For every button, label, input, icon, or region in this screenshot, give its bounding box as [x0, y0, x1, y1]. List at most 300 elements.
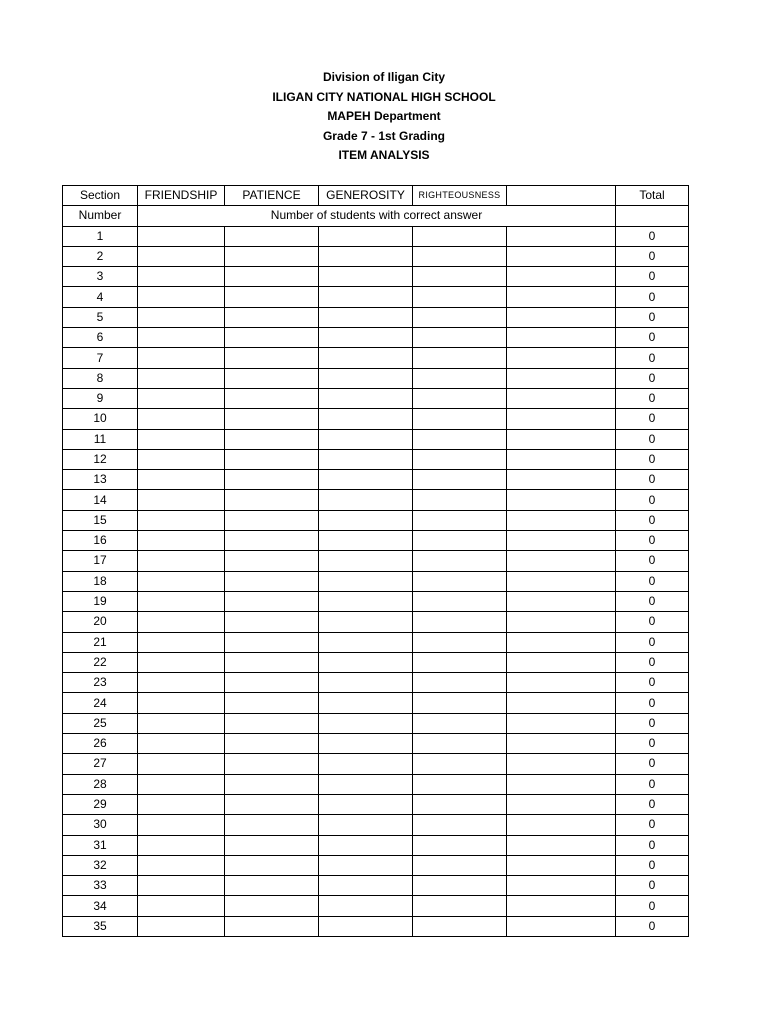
answer-count-cell[interactable] [413, 267, 507, 287]
answer-count-cell[interactable] [507, 754, 616, 774]
answer-count-cell[interactable] [413, 835, 507, 855]
table-row [63, 226, 689, 246]
column-header-friendship: FRIENDSHIP [138, 186, 225, 206]
answer-count-cell[interactable] [507, 673, 616, 693]
answer-count-cell[interactable] [225, 591, 319, 611]
answer-count-cell[interactable] [138, 632, 225, 652]
section-number-cell: 8 [63, 368, 138, 388]
answer-count-cell[interactable] [138, 429, 225, 449]
section-number-cell: 28 [63, 774, 138, 794]
answer-count-cell[interactable] [225, 876, 319, 896]
table-row [63, 835, 689, 855]
row-total-cell: 0 [616, 429, 689, 449]
answer-count-cell[interactable] [225, 815, 319, 835]
answer-count-cell[interactable] [319, 510, 413, 530]
section-number-cell: 32 [63, 855, 138, 875]
section-number-cell: 22 [63, 652, 138, 672]
answer-count-cell[interactable] [138, 591, 225, 611]
answer-count-cell[interactable] [138, 612, 225, 632]
column-header-generosity: GENEROSITY [319, 186, 413, 206]
answer-count-cell[interactable] [319, 896, 413, 916]
answer-count-cell[interactable] [507, 368, 616, 388]
answer-count-cell[interactable] [413, 551, 507, 571]
answer-count-cell[interactable] [319, 409, 413, 429]
answer-count-cell[interactable] [138, 652, 225, 672]
table-row [63, 571, 689, 591]
table-row [63, 652, 689, 672]
answer-count-cell[interactable] [319, 693, 413, 713]
section-number-cell: 2 [63, 246, 138, 266]
answer-count-cell[interactable] [138, 409, 225, 429]
table-row [63, 734, 689, 754]
answer-count-cell[interactable] [413, 470, 507, 490]
answer-count-cell[interactable] [319, 754, 413, 774]
answer-count-cell[interactable] [319, 632, 413, 652]
answer-count-cell[interactable] [319, 916, 413, 936]
answer-count-cell[interactable] [413, 307, 507, 327]
answer-count-cell[interactable] [413, 429, 507, 449]
table-row [63, 713, 689, 733]
answer-count-cell[interactable] [319, 612, 413, 632]
answer-count-cell[interactable] [507, 652, 616, 672]
section-number-cell: 15 [63, 510, 138, 530]
table-row [63, 470, 689, 490]
section-number-cell: 33 [63, 876, 138, 896]
answer-count-cell[interactable] [507, 267, 616, 287]
row-total-cell: 0 [616, 754, 689, 774]
answer-count-cell[interactable] [225, 267, 319, 287]
answer-count-cell[interactable] [138, 754, 225, 774]
row-total-cell: 0 [616, 571, 689, 591]
answer-count-cell[interactable] [138, 226, 225, 246]
answer-count-cell[interactable] [507, 531, 616, 551]
answer-count-cell[interactable] [225, 388, 319, 408]
section-number-cell: 24 [63, 693, 138, 713]
answer-count-cell[interactable] [507, 612, 616, 632]
table-row [63, 612, 689, 632]
section-number-cell: 3 [63, 267, 138, 287]
answer-count-cell[interactable] [225, 246, 319, 266]
table-row [63, 916, 689, 936]
answer-count-cell[interactable] [413, 896, 507, 916]
answer-count-cell[interactable] [507, 490, 616, 510]
row-total-cell: 0 [616, 388, 689, 408]
item-analysis-table [62, 185, 689, 937]
section-number-cell: 26 [63, 734, 138, 754]
section-number-cell: 10 [63, 409, 138, 429]
answer-count-cell[interactable] [138, 368, 225, 388]
answer-count-cell[interactable] [138, 916, 225, 936]
row-total-cell: 0 [616, 815, 689, 835]
answer-count-cell[interactable] [138, 307, 225, 327]
column-header-row [63, 186, 689, 206]
answer-count-cell[interactable] [413, 632, 507, 652]
answer-count-cell[interactable] [225, 896, 319, 916]
table-row [63, 307, 689, 327]
section-number-cell: 30 [63, 815, 138, 835]
answer-count-cell[interactable] [507, 734, 616, 754]
answer-count-cell[interactable] [319, 531, 413, 551]
division-title: Division of Iligan City [322, 70, 445, 84]
row-total-cell: 0 [616, 531, 689, 551]
document-header [0, 68, 768, 166]
answer-count-cell[interactable] [138, 449, 225, 469]
section-number-cell: 25 [63, 713, 138, 733]
answer-count-cell[interactable] [225, 754, 319, 774]
answer-count-cell[interactable] [413, 328, 507, 348]
answer-count-cell[interactable] [413, 876, 507, 896]
answer-count-cell[interactable] [413, 673, 507, 693]
answer-count-cell[interactable] [413, 774, 507, 794]
table-row [63, 429, 689, 449]
section-number-cell: 7 [63, 348, 138, 368]
grade-period: Grade 7 - 1st Grading [322, 128, 446, 143]
table-row [63, 267, 689, 287]
answer-count-cell[interactable] [225, 287, 319, 307]
row-total-cell: 0 [616, 246, 689, 266]
answer-count-cell[interactable] [507, 246, 616, 266]
section-number-cell: 27 [63, 754, 138, 774]
answer-count-cell[interactable] [138, 551, 225, 571]
subheader-total-blank [616, 206, 689, 226]
column-header-total: Total [616, 186, 689, 206]
answer-count-cell[interactable] [225, 449, 319, 469]
answer-count-cell[interactable] [225, 713, 319, 733]
answer-count-cell[interactable] [413, 794, 507, 814]
row-total-cell: 0 [616, 449, 689, 469]
answer-count-cell[interactable] [507, 693, 616, 713]
section-number-cell: 5 [63, 307, 138, 327]
answer-count-cell[interactable] [413, 855, 507, 875]
row-total-cell: 0 [616, 612, 689, 632]
answer-count-cell[interactable] [319, 328, 413, 348]
answer-count-cell[interactable] [138, 693, 225, 713]
answer-count-cell[interactable] [507, 815, 616, 835]
row-total-cell: 0 [616, 490, 689, 510]
answer-count-cell[interactable] [225, 307, 319, 327]
answer-count-cell[interactable] [413, 449, 507, 469]
answer-count-cell[interactable] [225, 673, 319, 693]
section-number-cell: 20 [63, 612, 138, 632]
answer-count-cell[interactable] [507, 388, 616, 408]
table-row [63, 409, 689, 429]
answer-count-cell[interactable] [319, 571, 413, 591]
answer-count-cell[interactable] [413, 388, 507, 408]
answer-count-cell[interactable] [507, 794, 616, 814]
subheader-correct-answers: Number of students with correct answer [138, 206, 616, 226]
answer-count-cell[interactable] [225, 348, 319, 368]
answer-count-cell[interactable] [507, 774, 616, 794]
answer-count-cell[interactable] [225, 328, 319, 348]
row-total-cell: 0 [616, 307, 689, 327]
answer-count-cell[interactable] [319, 551, 413, 571]
section-number-cell: 21 [63, 632, 138, 652]
section-number-cell: 11 [63, 429, 138, 449]
row-total-cell: 0 [616, 368, 689, 388]
answer-count-cell[interactable] [225, 490, 319, 510]
answer-count-cell[interactable] [319, 368, 413, 388]
row-total-cell: 0 [616, 287, 689, 307]
answer-count-cell[interactable] [413, 409, 507, 429]
row-total-cell: 0 [616, 713, 689, 733]
section-number-cell: 4 [63, 287, 138, 307]
row-total-cell: 0 [616, 876, 689, 896]
answer-count-cell[interactable] [138, 328, 225, 348]
row-total-cell: 0 [616, 551, 689, 571]
answer-count-cell[interactable] [413, 815, 507, 835]
table-row [63, 794, 689, 814]
row-total-cell: 0 [616, 652, 689, 672]
table-row [63, 531, 689, 551]
answer-count-cell[interactable] [319, 652, 413, 672]
row-total-cell: 0 [616, 328, 689, 348]
answer-count-cell[interactable] [507, 226, 616, 246]
answer-count-cell[interactable] [319, 835, 413, 855]
table-row [63, 693, 689, 713]
answer-count-cell[interactable] [225, 855, 319, 875]
answer-count-cell[interactable] [225, 916, 319, 936]
row-total-cell: 0 [616, 774, 689, 794]
table-row [63, 449, 689, 469]
row-total-cell: 0 [616, 794, 689, 814]
answer-count-cell[interactable] [225, 571, 319, 591]
table-body [63, 226, 689, 936]
section-number-cell: 12 [63, 449, 138, 469]
answer-count-cell[interactable] [225, 531, 319, 551]
answer-count-cell[interactable] [138, 267, 225, 287]
table-row [63, 328, 689, 348]
answer-count-cell[interactable] [138, 470, 225, 490]
answer-count-cell[interactable] [507, 876, 616, 896]
answer-count-cell[interactable] [319, 449, 413, 469]
row-total-cell: 0 [616, 409, 689, 429]
answer-count-cell[interactable] [507, 916, 616, 936]
column-header-blank [507, 186, 616, 206]
school-name: ILIGAN CITY NATIONAL HIGH SCHOOL [272, 89, 496, 104]
section-number-cell: 1 [63, 226, 138, 246]
answer-count-cell[interactable] [413, 571, 507, 591]
answer-count-cell[interactable] [413, 612, 507, 632]
row-total-cell: 0 [616, 470, 689, 490]
answer-count-cell[interactable] [138, 774, 225, 794]
answer-count-cell[interactable] [138, 287, 225, 307]
answer-count-cell[interactable] [138, 876, 225, 896]
answer-count-cell[interactable] [319, 855, 413, 875]
table-row [63, 348, 689, 368]
row-total-cell: 0 [616, 348, 689, 368]
answer-count-cell[interactable] [507, 713, 616, 733]
answer-count-cell[interactable] [225, 612, 319, 632]
section-number-cell: 16 [63, 531, 138, 551]
section-number-cell: 34 [63, 896, 138, 916]
answer-count-cell[interactable] [225, 368, 319, 388]
answer-count-cell[interactable] [319, 774, 413, 794]
answer-count-cell[interactable] [138, 510, 225, 530]
answer-count-cell[interactable] [138, 673, 225, 693]
answer-count-cell[interactable] [507, 470, 616, 490]
table-row [63, 815, 689, 835]
answer-count-cell[interactable] [319, 815, 413, 835]
table-row [63, 754, 689, 774]
table-row [63, 287, 689, 307]
answer-count-cell[interactable] [138, 348, 225, 368]
answer-count-cell[interactable] [225, 632, 319, 652]
answer-count-cell[interactable] [138, 835, 225, 855]
answer-count-cell[interactable] [138, 713, 225, 733]
answer-count-cell[interactable] [413, 368, 507, 388]
answer-count-cell[interactable] [138, 896, 225, 916]
answer-count-cell[interactable] [138, 571, 225, 591]
answer-count-cell[interactable] [225, 226, 319, 246]
section-number-cell: 9 [63, 388, 138, 408]
row-total-cell: 0 [616, 510, 689, 530]
answer-count-cell[interactable] [138, 388, 225, 408]
section-number-cell: 35 [63, 916, 138, 936]
answer-count-cell[interactable] [413, 348, 507, 368]
answer-count-cell[interactable] [507, 571, 616, 591]
answer-count-cell[interactable] [507, 449, 616, 469]
answer-count-cell[interactable] [319, 307, 413, 327]
answer-count-cell[interactable] [138, 815, 225, 835]
answer-count-cell[interactable] [138, 734, 225, 754]
column-header-patience: PATIENCE [225, 186, 319, 206]
table-row [63, 774, 689, 794]
department-name: MAPEH Department [327, 109, 441, 123]
answer-count-cell[interactable] [225, 652, 319, 672]
answer-count-cell[interactable] [507, 287, 616, 307]
answer-count-cell[interactable] [319, 734, 413, 754]
answer-count-cell[interactable] [507, 328, 616, 348]
column-header-section: Section [63, 186, 138, 206]
table-row [63, 876, 689, 896]
answer-count-cell[interactable] [507, 632, 616, 652]
answer-count-cell[interactable] [507, 551, 616, 571]
answer-count-cell[interactable] [413, 246, 507, 266]
answer-count-cell[interactable] [413, 693, 507, 713]
table-row [63, 551, 689, 571]
answer-count-cell[interactable] [225, 551, 319, 571]
section-number-cell: 29 [63, 794, 138, 814]
answer-count-cell[interactable] [507, 896, 616, 916]
section-number-cell: 6 [63, 328, 138, 348]
table-row [63, 388, 689, 408]
row-total-cell: 0 [616, 673, 689, 693]
answer-count-cell[interactable] [413, 287, 507, 307]
row-total-cell: 0 [616, 226, 689, 246]
document-title: ITEM ANALYSIS [338, 148, 430, 162]
row-total-cell: 0 [616, 916, 689, 936]
answer-count-cell[interactable] [413, 713, 507, 733]
subheader-number: Number [63, 206, 138, 226]
answer-count-cell[interactable] [225, 429, 319, 449]
answer-count-cell[interactable] [413, 226, 507, 246]
table-row [63, 896, 689, 916]
table-row [63, 591, 689, 611]
table-row [63, 855, 689, 875]
answer-count-cell[interactable] [319, 470, 413, 490]
answer-count-cell[interactable] [319, 876, 413, 896]
table-row [63, 673, 689, 693]
table-row [63, 510, 689, 530]
column-header-righteousness: RIGHTEOUSNESS [413, 186, 507, 206]
answer-count-cell[interactable] [319, 226, 413, 246]
answer-count-cell[interactable] [138, 246, 225, 266]
row-total-cell: 0 [616, 896, 689, 916]
answer-count-cell[interactable] [507, 591, 616, 611]
answer-count-cell[interactable] [319, 794, 413, 814]
section-number-cell: 13 [63, 470, 138, 490]
section-number-cell: 18 [63, 571, 138, 591]
answer-count-cell[interactable] [507, 307, 616, 327]
answer-count-cell[interactable] [225, 774, 319, 794]
answer-count-cell[interactable] [138, 794, 225, 814]
answer-count-cell[interactable] [225, 794, 319, 814]
answer-count-cell[interactable] [319, 429, 413, 449]
row-total-cell: 0 [616, 267, 689, 287]
section-number-cell: 17 [63, 551, 138, 571]
answer-count-cell[interactable] [138, 531, 225, 551]
answer-count-cell[interactable] [225, 734, 319, 754]
row-total-cell: 0 [616, 734, 689, 754]
answer-count-cell[interactable] [413, 754, 507, 774]
answer-count-cell[interactable] [319, 713, 413, 733]
answer-count-cell[interactable] [225, 470, 319, 490]
table-row [63, 368, 689, 388]
answer-count-cell[interactable] [319, 267, 413, 287]
row-total-cell: 0 [616, 693, 689, 713]
section-number-cell: 31 [63, 835, 138, 855]
answer-count-cell[interactable] [413, 510, 507, 530]
answer-count-cell[interactable] [225, 693, 319, 713]
subheader-row [63, 206, 689, 226]
answer-count-cell[interactable] [319, 287, 413, 307]
answer-count-cell[interactable] [413, 652, 507, 672]
table-row [63, 246, 689, 266]
row-total-cell: 0 [616, 835, 689, 855]
answer-count-cell[interactable] [319, 388, 413, 408]
answer-count-cell[interactable] [319, 673, 413, 693]
section-number-cell: 14 [63, 490, 138, 510]
answer-count-cell[interactable] [319, 348, 413, 368]
answer-count-cell[interactable] [319, 246, 413, 266]
answer-count-cell[interactable] [413, 734, 507, 754]
answer-count-cell[interactable] [413, 591, 507, 611]
row-total-cell: 0 [616, 632, 689, 652]
answer-count-cell[interactable] [225, 835, 319, 855]
answer-count-cell[interactable] [413, 531, 507, 551]
answer-count-cell[interactable] [507, 835, 616, 855]
row-total-cell: 0 [616, 855, 689, 875]
answer-count-cell[interactable] [138, 855, 225, 875]
section-number-cell: 23 [63, 673, 138, 693]
answer-count-cell[interactable] [507, 855, 616, 875]
answer-count-cell[interactable] [507, 348, 616, 368]
answer-count-cell[interactable] [225, 510, 319, 530]
answer-count-cell[interactable] [413, 490, 507, 510]
answer-count-cell[interactable] [319, 591, 413, 611]
answer-count-cell[interactable] [319, 490, 413, 510]
answer-count-cell[interactable] [225, 409, 319, 429]
answer-count-cell[interactable] [507, 409, 616, 429]
row-total-cell: 0 [616, 591, 689, 611]
table-row [63, 632, 689, 652]
section-number-cell: 19 [63, 591, 138, 611]
answer-count-cell[interactable] [507, 510, 616, 530]
table-row [63, 490, 689, 510]
answer-count-cell[interactable] [138, 490, 225, 510]
answer-count-cell[interactable] [507, 429, 616, 449]
answer-count-cell[interactable] [413, 916, 507, 936]
